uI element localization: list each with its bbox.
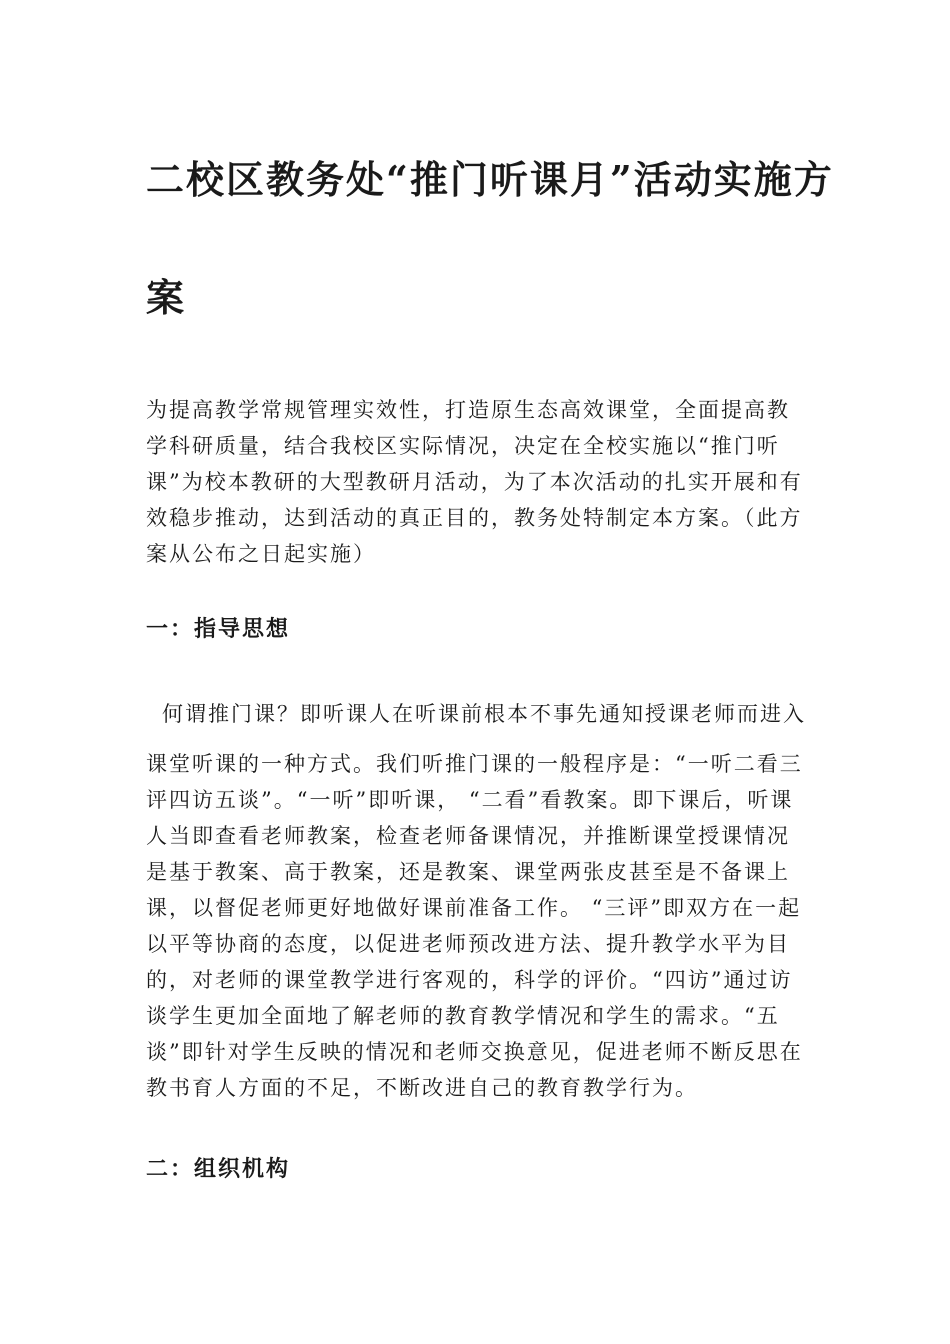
section-heading-guiding-ideology: 一：指导思想 (146, 616, 291, 642)
section1-paragraph: 课堂听课的一种方式。我们听推门课的一般程序是：“一听二看三评四访五谈”。“一听”即听课， “二看”看教案。即下课后，听课人当即查看老师教案，检查老师备课情况，并推断课堂授课情况是基于教案、高于教案，还是教案、课堂两张皮甚至是不备课上课，以督促老师更好地做好课前准备工作。 “三评”即双方在一起以平等协商的态度，以促进老师预改进方法、提升教学水平为目的，对老师的课堂教学进行客观的，科学的评价。“四访”通过访谈学生更加全面地了解老师的教育教学情况和学生的需求。“五谈”即针对学生反映的情况和老师交换意见，促进老师不断反思在教书育人方面的不足，不断改进自己的教育教学行为。 (146, 752, 803, 1100)
document-title-line-1: 二校区教务处“推门听课月”活动实施方 (146, 157, 834, 202)
document-title-line-2: 案 (146, 275, 187, 320)
intro-paragraph: 为提高教学常规管理实效性，打造原生态高效课堂，全面提高教学科研质量，结合我校区实际情况，决定在全校实施以“推门听课”为校本教研的大型教研月活动，为了本次活动的扎实开展和有效稳步推动，达到活动的真正目的，教务处特制定本方案。（此方案从公布之日起实施） (146, 398, 803, 566)
section1-first-line: 何谓推门课？即听课人在听课前根本不事先通知授课老师而进入 (162, 702, 806, 726)
section-heading-organization: 二：组织机构 (146, 1156, 291, 1182)
